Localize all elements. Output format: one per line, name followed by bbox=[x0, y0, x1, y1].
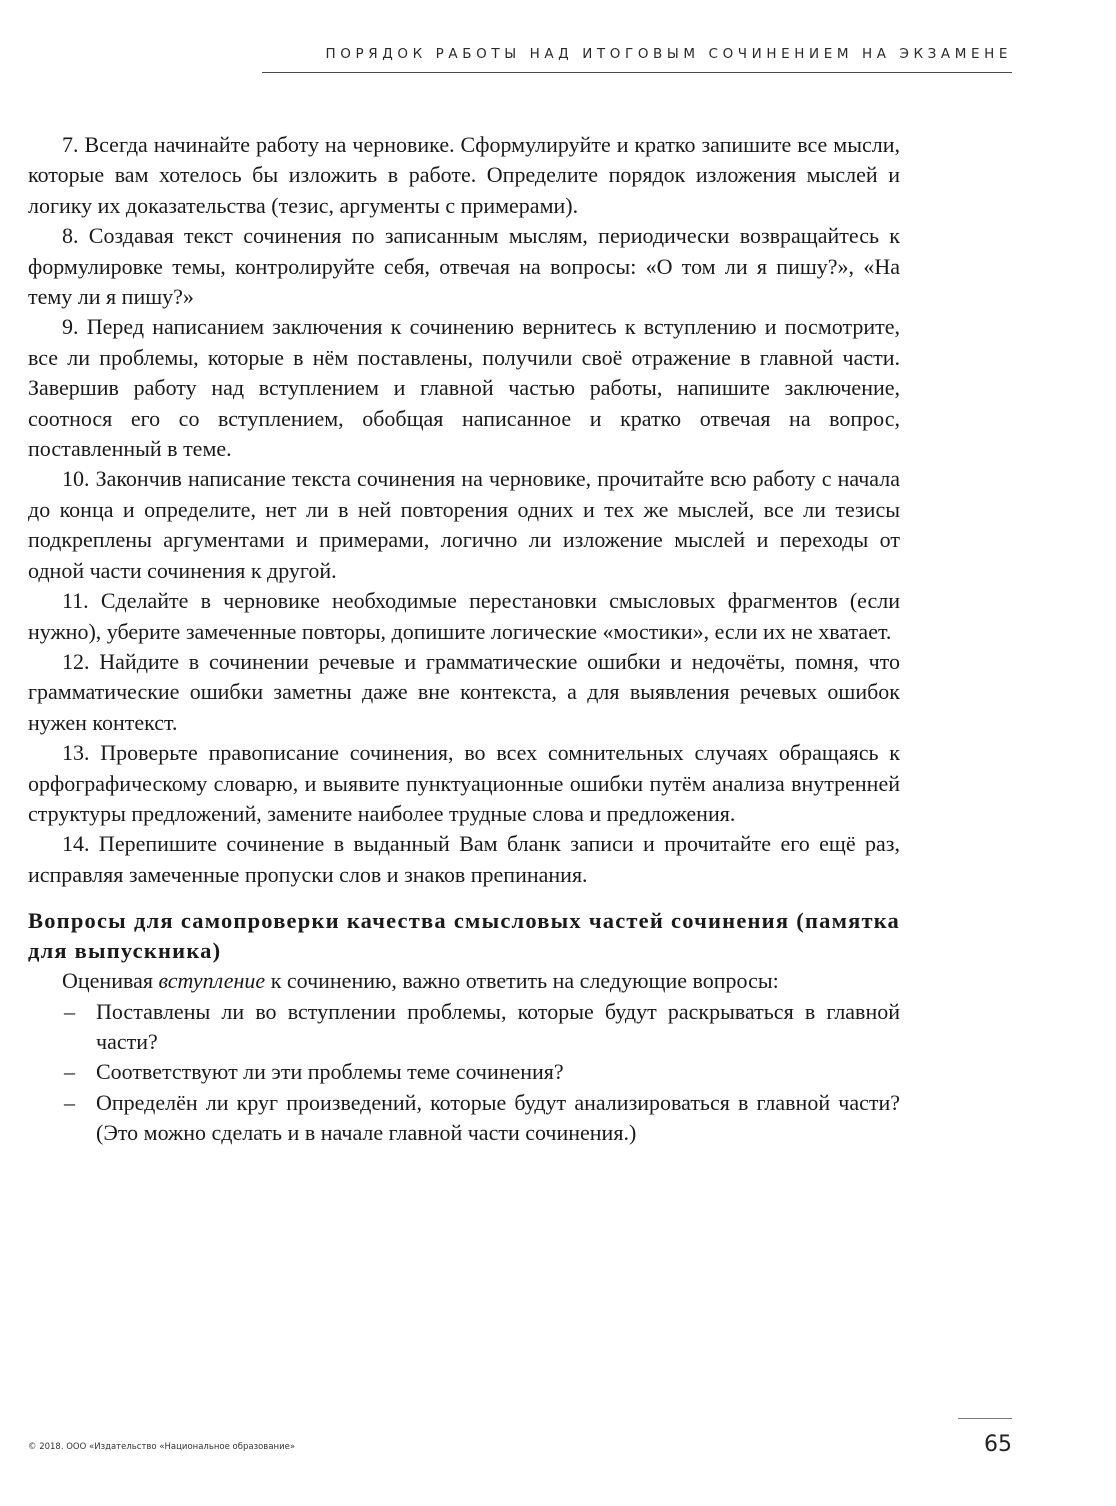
intro-before: Оценивая bbox=[62, 968, 159, 994]
dash-bullet: – bbox=[64, 1059, 75, 1085]
step-14: 14. Перепишите сочинение в выданный Вам бланк записи и прочитайте его ещё раз, исправляя замеченные пропуски слов и знаков препинания. bbox=[28, 831, 900, 887]
section-title: Вопросы для самопроверки качества смысловых частей сочинения (памятка для выпускника) bbox=[28, 908, 900, 964]
step-9: 9. Перед написанием заключения к сочинению вернитесь к вступлению и посмотрите, все ли проблемы, которые в нём поставлены, получили своё отражение в главной части. Завершив работу над вступлением и главной частью работы, напишите заключение, соотнося его со вступлением, обобщая написанное и кратко отвечая на вопрос, поставленный в теме. bbox=[28, 314, 900, 462]
copyright-notice: © 2018. ООО «Издательство «Национальное образование» bbox=[28, 1442, 296, 1452]
intro-emphasis: вступление bbox=[158, 968, 266, 994]
question-item bbox=[28, 1088, 900, 1149]
running-header: ПОРЯДОК РАБОТЫ НАД ИТОГОВЫМ СОЧИНЕНИЕМ НА ЭКЗАМЕНЕ bbox=[325, 46, 1012, 62]
question-text: Определён ли круг произведений, которые будут анализироваться в главной части? (Это можно сделать и в начале главной части сочинения.) bbox=[96, 1089, 900, 1146]
intro-after: к сочинению, важно ответить на следующие вопросы: bbox=[265, 968, 779, 994]
question-text: Соответствуют ли эти проблемы теме сочинения? bbox=[96, 1059, 564, 1085]
question-item bbox=[28, 1057, 900, 1087]
question-item bbox=[28, 997, 900, 1058]
question-text: Поставлены ли во вступлении проблемы, которые будут раскрываться в главной части? bbox=[96, 998, 900, 1054]
page-content bbox=[28, 130, 900, 1149]
dash-bullet: – bbox=[64, 998, 75, 1024]
header-rule bbox=[262, 72, 1012, 73]
step-12: 12. Найдите в сочинении речевые и грамматические ошибки и недочёты, помня, что грамматические ошибки заметны даже вне контекста, а для выявления речевых ошибок нужен контекст. bbox=[28, 648, 900, 735]
step-13: 13. Проверьте правописание сочинения, во всех сомнительных случаях обращаясь к орфографическому словарю, и выявите пунктуационные ошибки путём анализа внутренней структуры предложений, замените наиболее трудные слова и предложения. bbox=[28, 740, 900, 826]
page-number: 65 bbox=[984, 1432, 1012, 1457]
step-11: 11. Сделайте в черновике необходимые перестановки смысловых фрагментов (если нужно), уберите замеченные повторы, допишите логические «мостики», если их не хватает. bbox=[28, 588, 900, 644]
step-10: 10. Закончив написание текста сочинения на черновике, прочитайте всю работу с начала до конца и определите, нет ли в ней повторения одних и тех же мыслей, все ли тезисы подкреплены аргументами и примерами, логично ли изложение мыслей и переходы от одной части сочинения к другой. bbox=[28, 466, 900, 583]
step-8: 8. Создавая текст сочинения по записанным мыслям, периодически возвращайтесь к формулировке темы, контролируйте себя, отвечая на вопросы: «О том ли я пишу?», «На тему ли я пишу?» bbox=[28, 223, 900, 310]
dash-bullet: – bbox=[64, 1089, 75, 1115]
question-list bbox=[28, 997, 900, 1149]
step-7: 7. Всегда начинайте работу на черновике. Сформулируйте и кратко запишите все мысли, которые вам хотелось бы изложить в работе. Определите порядок изложения мыслей и логику их доказательства (тезис, аргументы с примерами). bbox=[28, 132, 900, 218]
section-intro bbox=[28, 966, 900, 996]
footer-rule bbox=[958, 1418, 1012, 1419]
